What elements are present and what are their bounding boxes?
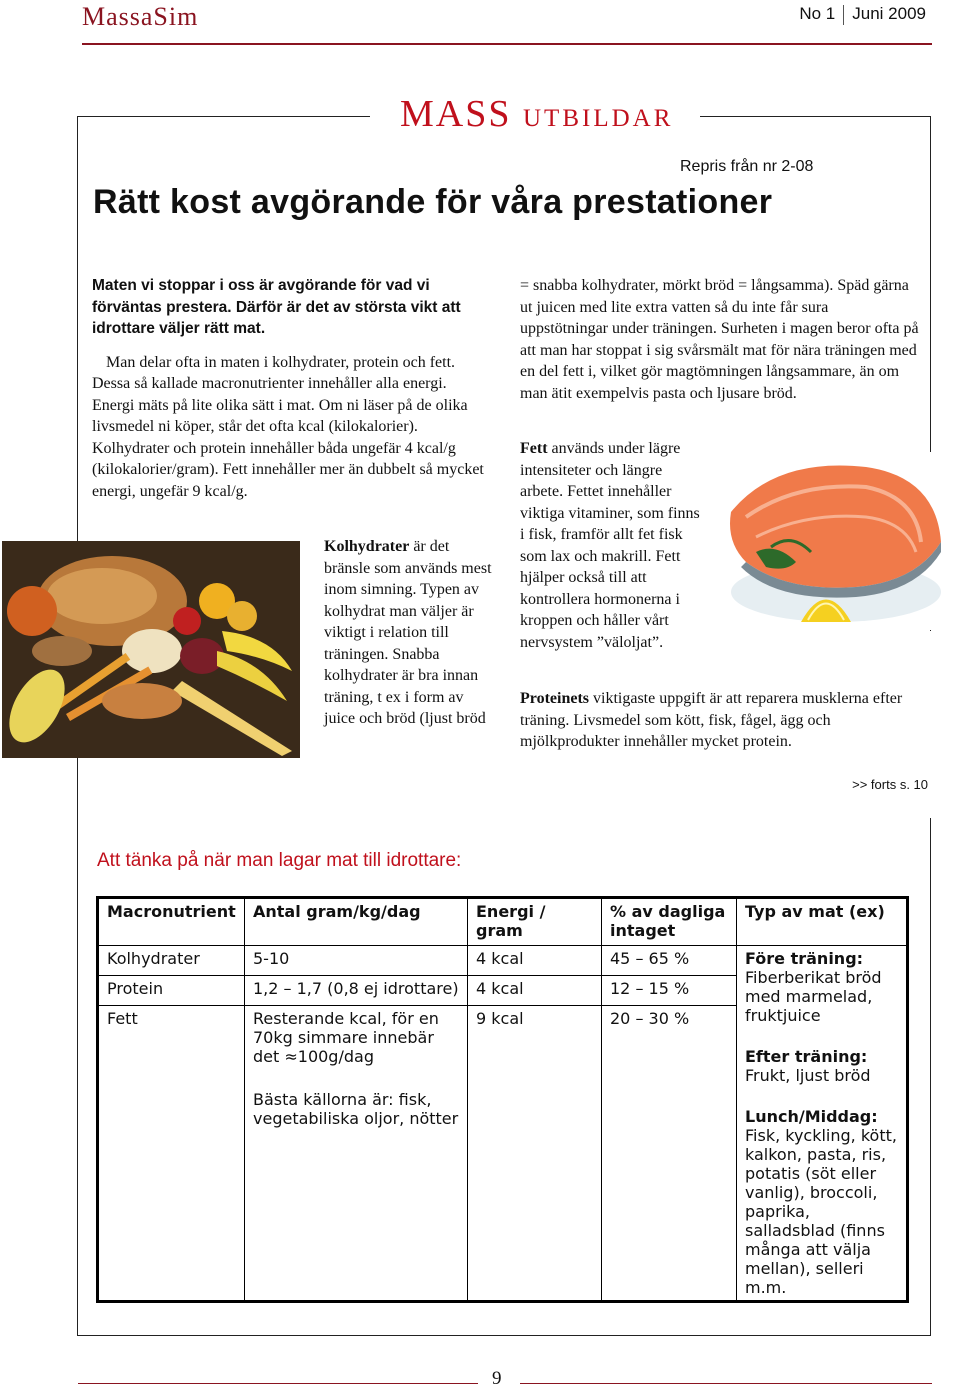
header-rule xyxy=(82,43,932,45)
salmon-image xyxy=(716,452,946,630)
table-row xyxy=(98,946,908,976)
food-lunch: Lunch/Middag: Fisk, kyckling, kött, kalkon, pasta, ris, potatis (söt eller vanlig), broccoli, paprika, salladsblad (finns många att välja mellan), selleri m.m. xyxy=(745,1107,897,1297)
food-before: Före träning: Fiberberikat bröd med marmelad, fruktjuice xyxy=(745,949,882,1025)
cell-name: Fett xyxy=(98,1006,245,1302)
headline: Rätt kost avgörande för våra prestationer xyxy=(93,183,773,221)
issue-number: No 1 xyxy=(799,4,836,23)
table-header-row xyxy=(98,898,908,946)
food-image xyxy=(2,541,300,758)
fat-paragraph xyxy=(520,438,706,653)
fat-text: används under lägre intensiteter och längre arbete. Fettet innehåller viktiga vitaminer, som finns i fisk, framför allt fet fisk som lax och makrill. Fett hjälper också till att kontrollera hormonerna i kroppen och håller vårt nervsystem ”väloljat”. xyxy=(520,440,700,651)
carbs-text: är det bränsle som används mest inom simning. Typen av kolhydrat man väljer är viktigt i relation till träningen. Snabba kolhydrater är bra innan träning, t ex i form av juice och bröd (ljust bröd xyxy=(324,538,492,727)
header-cell: Antal gram/kg/dag xyxy=(245,898,468,946)
cell-energy: 4 kcal xyxy=(468,976,602,1006)
protein-text: viktigaste uppgift är att reparera musklerna efter träning. Livsmedel som kött, fisk, fågel, ägg och mjölkprodukter innehåller mycket protein. xyxy=(520,690,903,750)
cell-energy: 9 kcal xyxy=(468,1006,602,1302)
food-after: Efter träning: Frukt, ljust bröd xyxy=(745,1047,871,1085)
fat-term: Fett xyxy=(520,440,548,457)
cell-food-types xyxy=(737,946,908,1302)
cell-percent: 20 – 30 % xyxy=(602,1006,737,1302)
cell-energy: 4 kcal xyxy=(468,946,602,976)
header-cell: Macronutrient xyxy=(98,898,245,946)
section-title: MASS UTBILDAR xyxy=(400,93,674,135)
cell-percent: 12 – 15 % xyxy=(602,976,737,1006)
cell-name: Kolhydrater xyxy=(98,946,245,976)
repris-note: Repris från nr 2-08 xyxy=(680,158,814,175)
cell-grams: 5-10 xyxy=(245,946,468,976)
intro-paragraph: Man delar ofta in maten i kolhydrater, protein och fett. Dessa så kallade macronutrienter innehåller alla energi. Energi mäts på lite olika sätt i mat. Om ni läser på de olika livsmedel ni köper, står det ofta kcal (kilokalorier). Kolhydrater och protein innehåller båda ungefär 4 kcal/g (kilokalorier/gram). Fett innehåller mer än dubbelt så mycket energi, ungefär 9 kcal/g. xyxy=(92,353,484,500)
carbs-paragraph xyxy=(324,536,496,730)
frame-bottom xyxy=(77,1335,931,1336)
footer-rule-right xyxy=(520,1383,932,1384)
fat-grams-text: Resterande kcal, för en 70kg simmare innebär det ≈100g/dag xyxy=(253,1009,439,1066)
cell-grams: 1,2 – 1,7 (0,8 ej idrottare) xyxy=(245,976,468,1006)
left-column xyxy=(92,275,492,502)
logo: MassaSim xyxy=(82,2,199,31)
continued-note: >> forts s. 10 xyxy=(852,777,928,792)
header-cell: Typ av mat (ex) xyxy=(737,898,908,946)
frame-top-right xyxy=(700,116,931,117)
frame-right-bottom xyxy=(930,818,931,1336)
table-title: Att tänka på när man lagar mat till idrottare: xyxy=(97,850,462,871)
header-cell: % av dagliga intaget xyxy=(602,898,737,946)
header-cell: Energi / gram xyxy=(468,898,602,946)
protein-paragraph xyxy=(520,688,925,753)
cell-name: Protein xyxy=(98,976,245,1006)
carbs-term: Kolhydrater xyxy=(324,538,410,555)
lead-paragraph: Maten vi stoppar i oss är avgörande för vad vi förväntas prestera. Därför är det av största vikt att idrottare väljer rätt mat. xyxy=(92,277,461,337)
issue-separator xyxy=(843,5,844,25)
cell-grams xyxy=(245,1006,468,1302)
right-paragraph: = snabba kolhydrater, mörkt bröd = långsamma). Späd gärna ut juicen med lite extra vatten så du inte får sura uppstötningar under träningen. Surheten i magen beror ofta på att man har stoppat i sig svårsmält mat för nära träningen med en del fett i, vilket gör magtömningen långsammare, än om man ätit exempelvis pasta och ljusare bröd. xyxy=(520,277,919,402)
protein-term: Proteinets xyxy=(520,690,590,707)
issue-info xyxy=(799,4,926,25)
footer-rule-left xyxy=(78,1383,478,1384)
fat-sources-text: Bästa källorna är: fisk, vegetabiliska oljor, nötter xyxy=(253,1090,459,1128)
page-number: 9 xyxy=(492,1368,502,1389)
cell-percent: 45 – 65 % xyxy=(602,946,737,976)
issue-date: Juni 2009 xyxy=(852,4,926,23)
frame-top-left xyxy=(77,116,370,117)
nutrient-table xyxy=(96,896,909,1303)
